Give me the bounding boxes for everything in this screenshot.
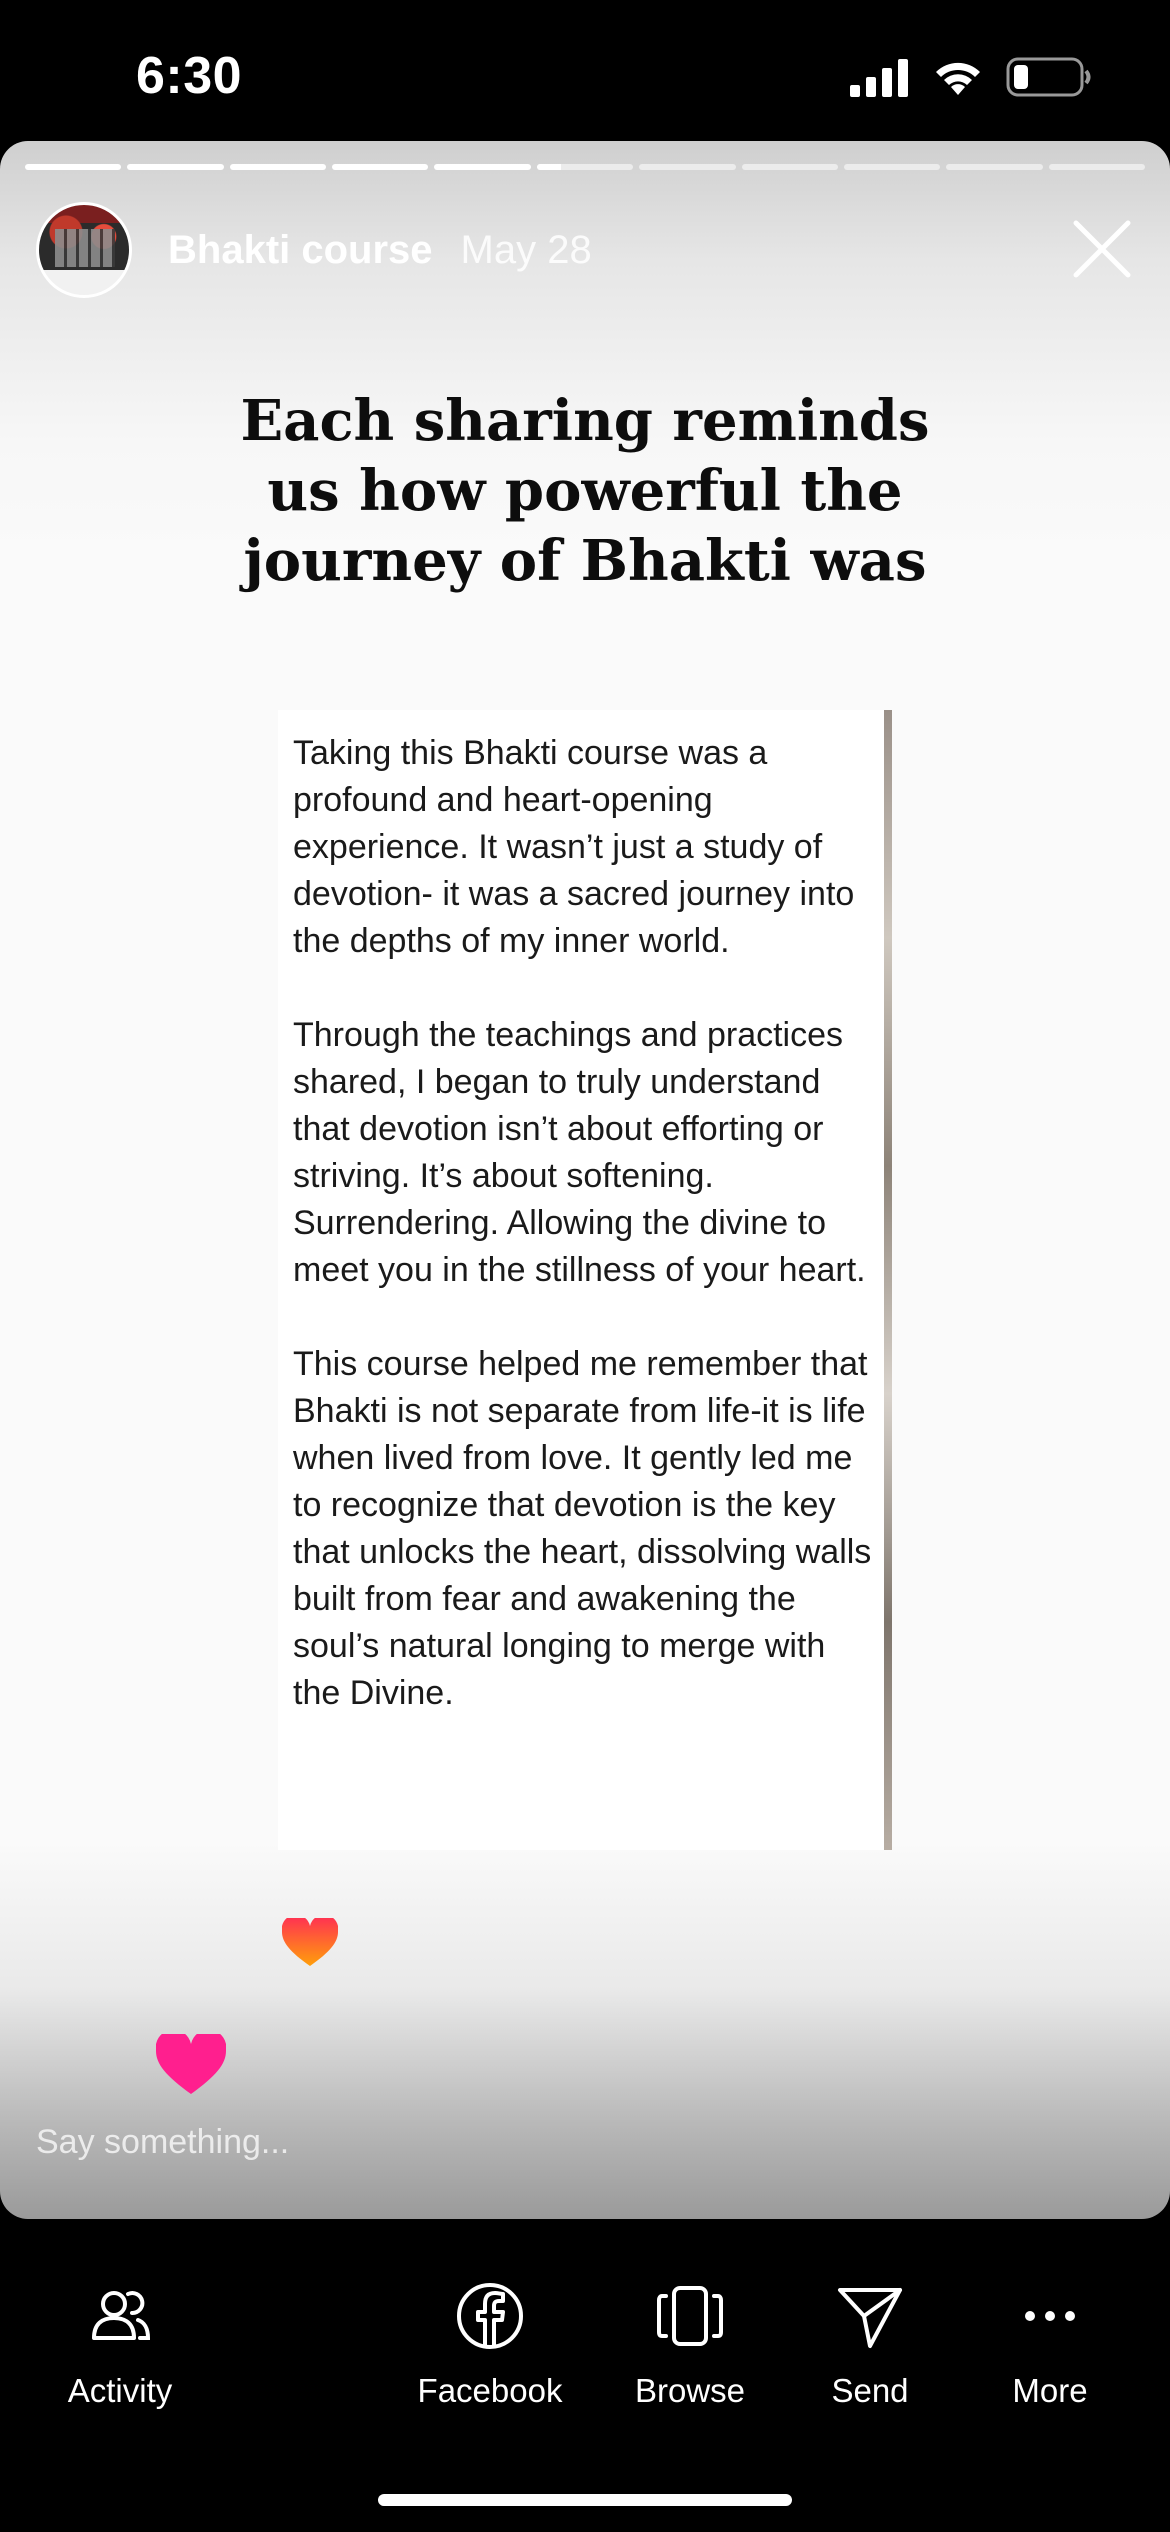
facebook-icon bbox=[454, 2280, 526, 2352]
story-headline: Each sharing reminds us how powerful the journey of Bhakti was bbox=[240, 388, 930, 594]
more-button[interactable] bbox=[950, 2280, 1150, 2410]
close-icon[interactable] bbox=[1070, 217, 1134, 281]
story-header bbox=[36, 195, 1134, 305]
story-viewer[interactable] bbox=[0, 141, 1170, 2219]
status-icons bbox=[850, 56, 1092, 98]
wifi-icon bbox=[932, 57, 984, 97]
testimonial-paragraph: Taking this Bhakti course was a profound and heart-opening experience. It wasn’t just a study of devotion- it was a sacred journey into the depths of my inner world. bbox=[293, 734, 855, 960]
progress-segment bbox=[332, 164, 428, 170]
browse-button[interactable] bbox=[590, 2280, 790, 2410]
progress-segment bbox=[742, 164, 838, 170]
facebook-label: Facebook bbox=[417, 2372, 563, 2409]
home-indicator[interactable] bbox=[378, 2494, 792, 2506]
progress-fill bbox=[434, 164, 530, 170]
bottom-toolbar bbox=[0, 2220, 1170, 2532]
send-button[interactable] bbox=[770, 2280, 970, 2410]
account-name[interactable]: Bhakti course bbox=[168, 227, 433, 272]
browse-label: Browse bbox=[634, 2372, 746, 2409]
more-label: More bbox=[1012, 2372, 1088, 2409]
progress-segment bbox=[639, 164, 735, 170]
testimonial-text bbox=[293, 730, 878, 1764]
avatar[interactable] bbox=[36, 202, 132, 298]
post-date: May 28 bbox=[460, 227, 592, 272]
progress-fill bbox=[127, 164, 223, 170]
reply-input[interactable]: Say something... bbox=[36, 2123, 290, 2161]
progress-segment bbox=[844, 164, 940, 170]
progress-segment bbox=[946, 164, 1042, 170]
progress-segment bbox=[127, 164, 223, 170]
activity-label: Activity bbox=[67, 2372, 173, 2409]
story-progress-bar bbox=[25, 164, 1145, 170]
people-icon bbox=[84, 2280, 156, 2352]
progress-segment bbox=[230, 164, 326, 170]
progress-segment bbox=[434, 164, 530, 170]
progress-fill bbox=[537, 164, 561, 170]
progress-fill bbox=[230, 164, 326, 170]
heart-reaction-icon bbox=[282, 1918, 338, 1968]
testimonial-paragraph: This course helped me remember that Bhakti is not separate from life-it is life when lived from love. It gently led me to recognize that devotion is the key that unlocks the heart, dissolving walls built from fear and awakening the soul’s natural longing to merge with the Divine. bbox=[293, 1345, 872, 1712]
more-icon bbox=[1014, 2280, 1086, 2352]
activity-button[interactable] bbox=[20, 2280, 220, 2410]
cellular-signal-icon bbox=[850, 57, 910, 97]
status-bar bbox=[0, 0, 1170, 140]
testimonial-card bbox=[278, 710, 892, 1850]
send-icon bbox=[834, 2280, 906, 2352]
browse-icon bbox=[654, 2280, 726, 2352]
progress-fill bbox=[25, 164, 121, 170]
like-heart-icon[interactable] bbox=[156, 2034, 226, 2096]
battery-icon bbox=[1006, 56, 1092, 98]
photo-edge bbox=[884, 710, 892, 1850]
progress-segment bbox=[537, 164, 633, 170]
progress-segment bbox=[1049, 164, 1145, 170]
testimonial-paragraph: Through the teachings and practices shared, I began to truly understand that devotion isn’t about efforting or striving. It’s about softening. Surrendering. Allowing the divine to meet you in the stillness of your heart. bbox=[293, 1016, 866, 1289]
status-time: 6:30 bbox=[136, 47, 243, 105]
progress-fill bbox=[332, 164, 428, 170]
facebook-button[interactable] bbox=[390, 2280, 590, 2410]
progress-segment bbox=[25, 164, 121, 170]
send-label: Send bbox=[831, 2372, 909, 2409]
